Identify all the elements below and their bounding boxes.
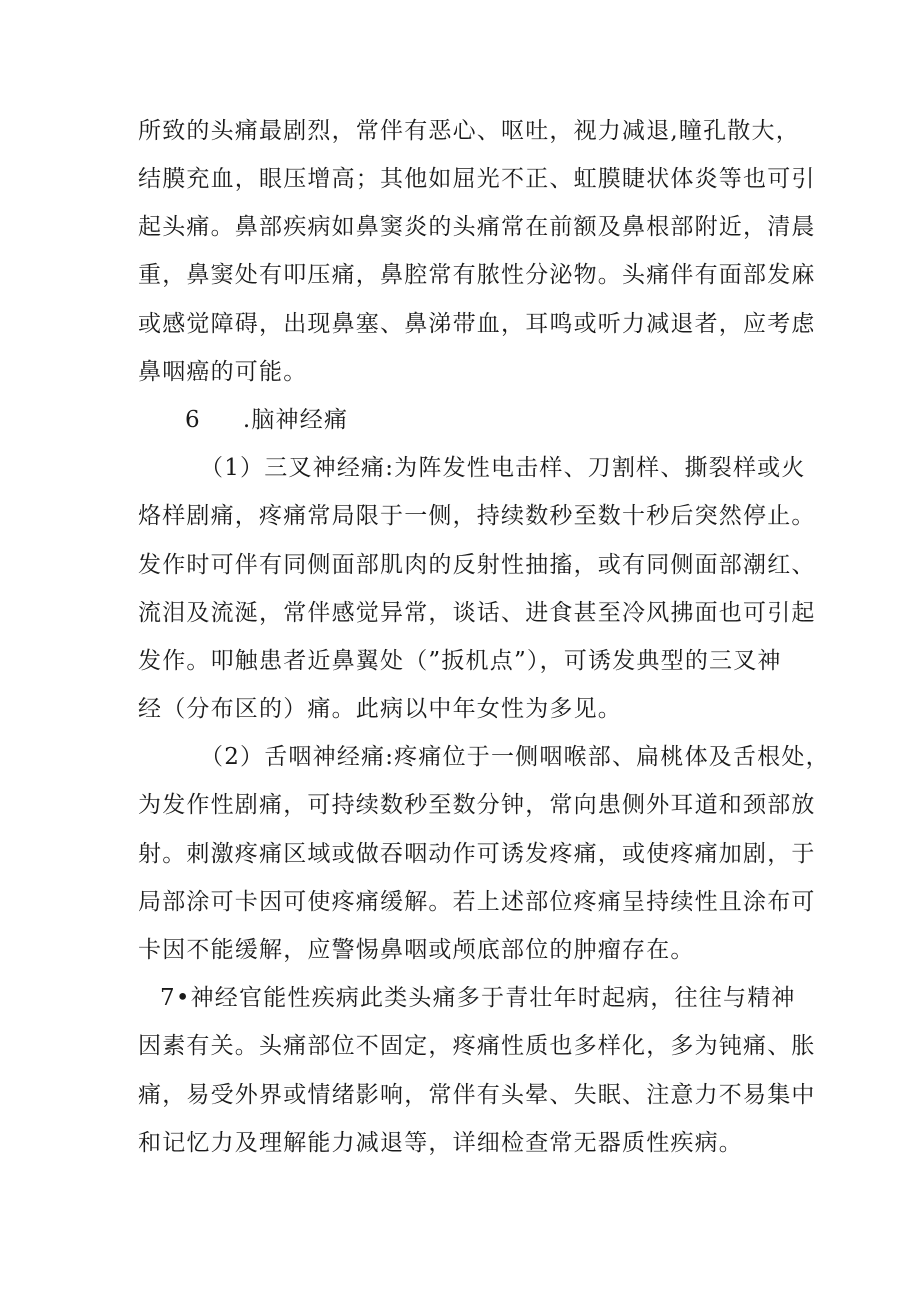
text-line: 鼻咽癌的可能。 [138, 359, 308, 385]
text-line: 为发作性剧痛，可持续数秒至数分钟，常向患侧外耳道和颈部放 [138, 792, 816, 818]
text-line: （1）三叉神经痛:为阵发性电击样、刀割样、撕裂样或火 [200, 455, 806, 481]
text-line: 烙样剧痛，疼痛常局限于一侧，持续数秒至数十秒后突然停止。 [138, 503, 816, 529]
section-heading-6 [185, 405, 348, 435]
text-line: 局部涂可卡因可使疼痛缓解。若上述部位疼痛呈持续性且涂布可 [138, 889, 816, 915]
text-line: 7•神经官能性疾病此类头痛多于青壮年时起病，往往与精神 [160, 985, 796, 1011]
text-line: 痛，易受外界或情绪影响，常伴有头晕、失眠、注意力不易集中 [138, 1082, 816, 1108]
text-line: 射。刺激疼痛区域或做吞咽动作可诱发疼痛，或使疼痛加剧，于 [138, 841, 816, 867]
text-line: 发作时可伴有同侧面部肌肉的反射性抽搐，或有同侧面部潮红、 [138, 552, 816, 578]
text-line: 结膜充血，眼压增高；其他如屈光不正、虹膜睫状体炎等也可引 [138, 166, 816, 192]
heading-number: 6 [185, 407, 201, 433]
heading-title: .脑神经痛 [242, 407, 349, 433]
text-line: 因素有关。头痛部位不固定，疼痛性质也多样化，多为钝痛、胀 [138, 1033, 816, 1059]
text-line: 卡因不能缓解，应警惕鼻咽或颅底部位的肿瘤存在。 [138, 937, 695, 963]
text-line: 所致的头痛最剧烈，常伴有恶心、呕吐，视力减退,瞳孔散大， [138, 118, 800, 144]
text-line: 重，鼻窦处有叩压痛，鼻腔常有脓性分泌物。头痛伴有面部发麻 [138, 262, 816, 288]
text-line: 经（分布区的）痛。此病以中年女性为多见。 [138, 696, 622, 722]
text-line: 流泪及流涎，常伴感觉异常，谈话、进食甚至冷风拂面也可引起 [138, 600, 816, 626]
text-line: 或感觉障碍，出现鼻塞、鼻涕带血，耳鸣或听力减退者，应考虑 [138, 311, 816, 337]
text-line: 起头痛。鼻部疾病如鼻窦炎的头痛常在前额及鼻根部附近，清晨 [138, 214, 816, 240]
text-line: （2）舌咽神经痛:疼痛位于一侧咽喉部、扁桃体及舌根处， [200, 744, 830, 770]
text-line: 和记忆力及理解能力减退等，详细检查常无器质性疾病。 [138, 1130, 743, 1156]
text-line: 发作。叩触患者近鼻翼处（”扳机点”），可诱发典型的三叉神 [138, 648, 782, 674]
